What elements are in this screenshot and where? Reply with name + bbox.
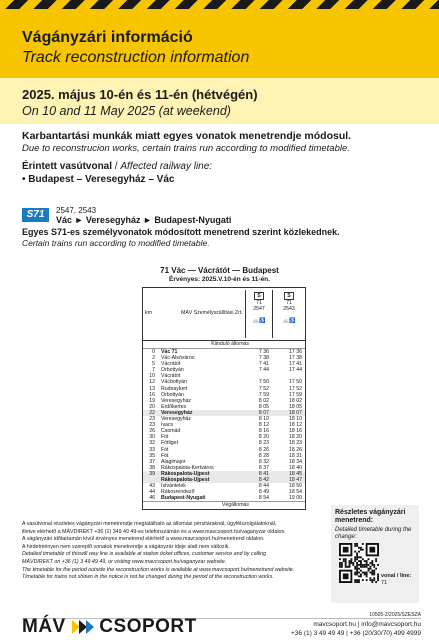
end-station-label: Végállomás <box>143 501 305 509</box>
table-cell-a: 7 52 <box>258 385 269 392</box>
contact-info <box>291 620 421 638</box>
table-cell-name: Vác 71 <box>161 349 178 355</box>
date-en: On 10 and 11 May 2025 (at weekend) <box>22 104 231 118</box>
table-cell-b: 18 05 <box>289 403 302 410</box>
train-line: 71 <box>286 300 292 306</box>
affected-label-sep: / <box>112 161 121 172</box>
train-type: S <box>284 292 293 300</box>
train-line: 71 <box>256 300 262 306</box>
col-stations: MÁV Személyszállítási Zrt. <box>181 310 243 316</box>
train-type: S <box>254 292 263 300</box>
table-cell-a: 8 41 <box>258 470 269 477</box>
table-cell-name: Fótliget <box>161 440 179 447</box>
header-band <box>0 9 439 78</box>
table-cell-km: 0 <box>152 349 155 355</box>
table-cell-km: 23 <box>149 416 155 423</box>
table-cell-b: 19 00 <box>289 495 302 502</box>
table-cell-b: 18 23 <box>289 440 302 447</box>
table-cell-b: 17 41 <box>289 361 302 368</box>
table-cell-km: 33 <box>149 446 155 453</box>
bike-wheelchair-icon: 🚲♿ <box>252 318 266 324</box>
table-cell-name: Veresegyház <box>161 397 191 404</box>
table-cell-name: Ivacs <box>161 422 174 429</box>
table-cell-name: Vác-Alsóváros <box>161 355 195 362</box>
table-cell-name: Fót <box>161 434 169 441</box>
table-cell-km: 2 <box>152 355 155 362</box>
table-cell-km: 22 <box>149 409 155 416</box>
table-cell-km: 37 <box>149 458 155 465</box>
table-cell-a: 8 44 <box>258 483 269 490</box>
table-cell-km: 13 <box>149 385 155 392</box>
table-cell-a: 8 26 <box>258 446 269 453</box>
qr-title: Részletes vágányzári menetrend: <box>335 509 406 524</box>
table-cell-name: Erdőkertes <box>161 403 187 410</box>
intro-text-hu: Karbantartási munkák miatt egyes vonatok menetrendje módosul. <box>22 130 352 142</box>
table-cell-b: 17 52 <box>289 385 302 392</box>
table-cell-name: Rákospalota-Újpest <box>161 476 210 483</box>
table-cell-a: 7 44 <box>258 367 269 374</box>
table-cell-a: 8 10 <box>258 416 269 423</box>
table-cell-b: 18 31 <box>289 452 302 459</box>
qr-code-icon[interactable] <box>339 543 379 583</box>
table-cell-name: Rákospalota-Újpest <box>161 470 210 477</box>
table-cell-km: 5 <box>152 361 155 368</box>
timetable-rows <box>143 349 305 501</box>
route: Vác ► Veresegyház ► Budapest-Nyugati <box>56 215 232 225</box>
timetable-header <box>143 288 305 341</box>
table-cell-b: 17 50 <box>289 379 302 386</box>
table-cell-km: 26 <box>149 428 155 435</box>
table-cell-a: 8 12 <box>258 422 269 429</box>
col-train-2547 <box>245 290 272 338</box>
table-cell-a: 8 05 <box>258 403 269 410</box>
table-cell-km: 23 <box>149 422 155 429</box>
note-line: illetve elérhető a MÁVDIREKT +36 (1) 349 49 49-es telefonszámán és a www.mavcsoport.hu/vaganyzar oldalon. <box>22 528 286 535</box>
table-cell-km: 43 <box>149 483 155 490</box>
affected-label-en: Affected railway line: <box>120 161 213 172</box>
table-cell-b: 18 45 <box>289 470 302 477</box>
affected-line: • Budapest – Veresegyház – Vác <box>22 174 175 185</box>
col-train-2543 <box>272 290 305 338</box>
table-cell-a: 8 42 <box>258 476 269 483</box>
table-cell-b: 18 07 <box>289 409 302 416</box>
table-cell-name: Rákosrendező <box>161 489 195 496</box>
table-cell-b: 18 34 <box>289 458 302 465</box>
note-line: The timetable for the period outside the reconstruction works is available at www.mavcsoport.hu/menetrend website. <box>22 566 295 573</box>
table-cell-b: 18 47 <box>289 476 302 483</box>
table-cell-name: Veresegyház <box>161 409 193 416</box>
table-cell-a: 8 49 <box>258 489 269 496</box>
hazard-stripe-top <box>0 0 439 9</box>
mav-csoport-logo <box>22 616 197 638</box>
note-line: A vágányzári időtartamán kívül érvényes menetrend elérhető a www.mavcsoport.hu/menetrend oldalon. <box>22 536 265 543</box>
note-line: A vasútvonal részletes vágányzári menetrendje megtalálható az állomási pénztáraknál, ügyfélszolgálatoknál, <box>22 521 277 527</box>
train-numbers: 2547, 2543 <box>56 206 97 215</box>
table-cell-name: Fót <box>161 452 169 459</box>
intro-text-en: Due to reconstrucion works, certain trains run according to modified timetable. <box>22 143 350 154</box>
table-cell-a: 8 37 <box>258 464 269 471</box>
line-text-hu: Egyes S71-es személyvonatok módosított menetrend szerint közlekednek. <box>22 227 340 237</box>
table-cell-name: Csomád <box>161 428 181 435</box>
table-cell-a: 8 16 <box>258 428 269 435</box>
qr-box <box>331 505 419 603</box>
table-cell-a: 7 36 <box>258 349 269 355</box>
contact-phone[interactable]: +36 (1) 3 49 49 49 | +36 (20/30/70) 499 4999 <box>291 630 421 637</box>
table-cell-b: 18 54 <box>289 489 302 496</box>
note-line: Detailed timetable of thiswill way line is available at station ticket offices, customer service and by calling <box>22 551 267 558</box>
table-cell-a: 7 41 <box>258 361 269 368</box>
train-number: 2543 <box>283 306 295 312</box>
title-hu: Vágányzári információ <box>22 29 193 46</box>
table-cell-b: 17 38 <box>289 355 302 362</box>
table-cell-a: 8 32 <box>258 458 269 465</box>
table-cell-a: 7 50 <box>258 379 269 386</box>
table-cell-name: Őrbottyán <box>161 367 184 374</box>
table-cell-b: 17 44 <box>289 367 302 374</box>
table-cell-b: 18 26 <box>289 446 302 453</box>
table-cell-km: 12 <box>149 379 155 386</box>
table-cell-name: Vácrátót <box>161 361 181 368</box>
table-cell-name: Rákospalota-Kertváros <box>161 464 214 471</box>
date-hu: 2025. május 10-én és 11-én (hétvégén) <box>22 87 258 102</box>
qr-line-label: vonal / line: <box>381 573 412 579</box>
table-cell-km: 30 <box>149 434 155 441</box>
document-id: 10505-2/2025/SZESZA <box>369 612 421 618</box>
table-cell-km: 10 <box>149 373 155 380</box>
table-cell-b: 18 50 <box>289 483 302 490</box>
table-cell-km: 19 <box>149 397 155 404</box>
table-cell-km: 7 <box>152 367 155 374</box>
notes <box>22 521 322 582</box>
note-line: A hirdetményen nem szereplő vonatok menetrendje a vágányzár ideje alatt nem változik. <box>22 543 230 550</box>
date-band <box>0 78 439 124</box>
table-cell-km: 39 <box>149 470 155 477</box>
col-km: km <box>145 310 152 316</box>
logo-arrows-icon <box>72 620 94 634</box>
table-cell-b: 17 36 <box>289 349 302 355</box>
table-cell-a: 7 59 <box>258 391 269 398</box>
note-line: MÁVDIREKT on +36 (1) 3 49 49 49, or visiting www.mavcsoport.hu/vaganyzar website. <box>22 558 227 565</box>
intro-section <box>22 130 422 186</box>
table-cell-name: Fót <box>161 446 169 453</box>
title-en: Track reconstruction information <box>22 49 250 66</box>
table-cell-name: Rudnaykert <box>161 385 188 392</box>
table-cell-km: 44 <box>149 489 155 496</box>
table-cell-km: 46 <box>149 495 155 502</box>
bike-wheelchair-icon: 🚲♿ <box>282 318 296 324</box>
line-text-en: Certain trains run according to modified timetable. <box>22 238 210 248</box>
table-cell-b: 18 12 <box>289 422 302 429</box>
table-cell-a: 8 20 <box>258 434 269 441</box>
table-cell-b: 18 10 <box>289 416 302 423</box>
table-cell-name: Vácbottyán <box>161 379 187 386</box>
table-cell-name: Őrbottyán <box>161 391 184 398</box>
table-cell-b: 17 59 <box>289 391 302 398</box>
contact-web-email[interactable]: mavcsoport.hu | info@mavcsoport.hu <box>313 621 421 628</box>
table-cell-name: Vácrátót <box>161 373 181 380</box>
table-cell-km: 32 <box>149 440 155 447</box>
table-cell-b: 18 40 <box>289 464 302 471</box>
logo-text-left: MÁV <box>22 616 66 637</box>
table-cell-b: 18 02 <box>289 397 302 404</box>
table-cell-a: 8 54 <box>258 495 269 502</box>
table-cell-a: 8 28 <box>258 452 269 459</box>
timetable-title: 71 Vác — Vácrátót — Budapest <box>160 266 279 275</box>
table-cell-name: Budapest-Nyugati <box>161 495 206 502</box>
table-cell-a: 7 38 <box>258 355 269 362</box>
table-cell-a: 8 02 <box>258 397 269 404</box>
timetable-validity: Érvényes: 2025.V.10-én és 11-én. <box>169 276 270 283</box>
table-cell-b: 18 16 <box>289 428 302 435</box>
qr-line-number: 71 <box>381 580 388 586</box>
qr-subtitle: Detailed timetable during the change: <box>335 527 412 540</box>
table-cell-name: Veresegyház <box>161 416 191 423</box>
timetable <box>142 287 306 510</box>
logo-text-right: CSOPORT <box>99 616 197 637</box>
affected-label-hu: Érintett vasútvonal <box>22 161 113 172</box>
table-cell-km: 38 <box>149 464 155 471</box>
table-cell-name: Istvántelek <box>161 483 186 490</box>
table-cell-a: 8 23 <box>258 440 269 447</box>
table-cell-km: 16 <box>149 391 155 398</box>
table-cell-a: 8 07 <box>258 409 269 416</box>
note-line: Timetable for trains not shown in the notice is not be changed during the period of the reconstruction works. <box>22 574 274 581</box>
table-cell-km: 35 <box>149 452 155 459</box>
s71-badge: S71 <box>22 208 49 222</box>
start-station-label: Kiinduló állomás <box>143 341 305 349</box>
table-cell-b: 18 20 <box>289 434 302 441</box>
table-cell-name: Alagimajor <box>161 458 186 465</box>
affected-line-label <box>22 161 422 173</box>
table-cell-km: 20 <box>149 403 155 410</box>
train-number: 2547 <box>253 306 265 312</box>
